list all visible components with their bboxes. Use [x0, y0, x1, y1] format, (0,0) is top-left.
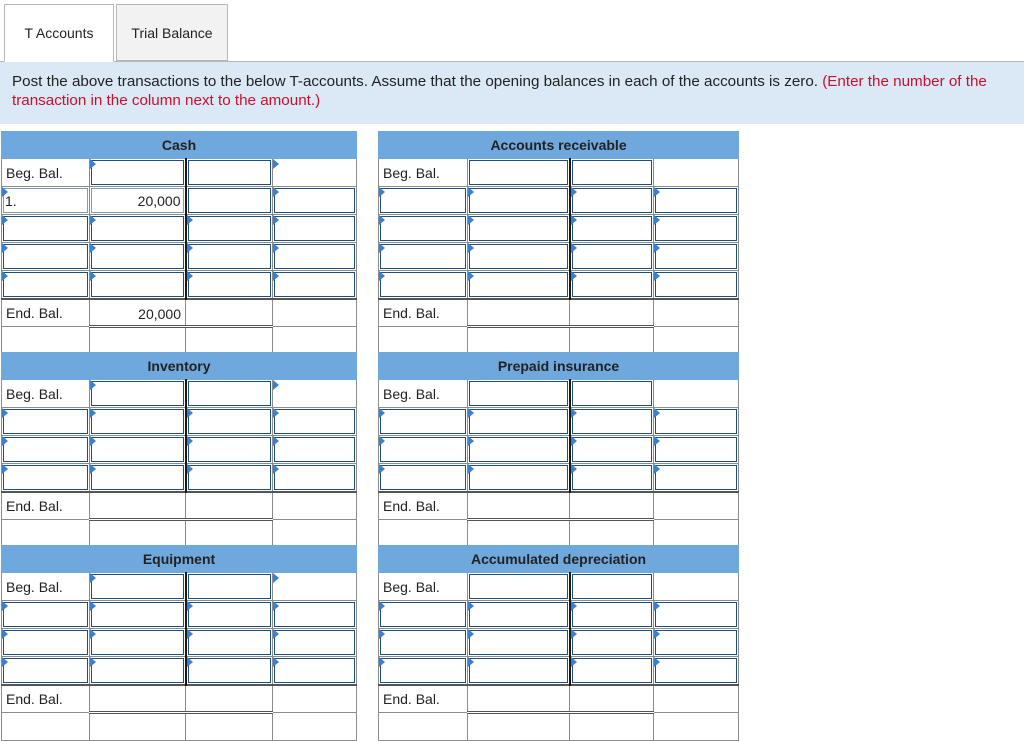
marker-icon — [379, 601, 385, 611]
credit-ref-input[interactable] — [186, 573, 273, 601]
debit-amount-input[interactable] — [90, 464, 186, 492]
end-bal-credit — [186, 685, 273, 713]
credit-ref-input[interactable] — [186, 657, 273, 685]
marker-icon — [571, 243, 577, 253]
credit-ref-input[interactable] — [570, 215, 654, 243]
marker-icon — [90, 657, 96, 667]
credit-ref-input[interactable] — [570, 159, 654, 187]
marker-icon — [187, 436, 193, 446]
debit-amount-input[interactable] — [468, 657, 570, 685]
debit-amount-input[interactable] — [90, 243, 186, 271]
marker-icon — [273, 464, 279, 474]
debit-amount-input[interactable] — [90, 436, 186, 464]
debit-ref-input[interactable] — [379, 601, 468, 629]
t-account-prepaid-insurance — [378, 352, 739, 548]
debit-ref-input[interactable] — [379, 436, 468, 464]
marker-icon — [2, 408, 8, 418]
marker-icon — [2, 243, 8, 253]
marker-icon — [571, 408, 577, 418]
marker-icon — [379, 436, 385, 446]
debit-ref-input[interactable] — [2, 187, 90, 215]
credit-ref-input[interactable] — [570, 601, 654, 629]
spacer-cell — [186, 713, 273, 741]
marker-icon — [273, 573, 279, 583]
credit-amount-input[interactable] — [273, 573, 357, 601]
marker-icon — [571, 601, 577, 611]
spacer-cell — [273, 327, 357, 355]
credit-ref-input[interactable] — [186, 159, 273, 187]
debit-ref-input[interactable] — [2, 271, 90, 299]
tab-bar — [0, 0, 1024, 62]
account-title: Inventory — [2, 353, 357, 380]
marker-icon — [2, 436, 8, 446]
beg-bal-label: Beg. Bal. — [379, 159, 468, 187]
marker-icon — [654, 408, 660, 418]
marker-icon — [654, 215, 660, 225]
end-bal-credit — [186, 299, 273, 327]
marker-icon — [90, 573, 96, 583]
spacer-cell — [90, 520, 186, 548]
marker-icon — [2, 215, 8, 225]
spacer-cell — [2, 713, 90, 741]
credit-amount-input[interactable] — [654, 159, 739, 187]
credit-amount-input[interactable] — [273, 159, 357, 187]
end-bal-debit-value: 20,000 — [138, 305, 181, 322]
marker-icon — [379, 629, 385, 639]
debit-amount-input[interactable] — [90, 657, 186, 685]
end-bal-credit — [570, 492, 654, 520]
marker-icon — [468, 601, 474, 611]
end-bal-credit — [570, 299, 654, 327]
spacer-cell — [654, 520, 739, 548]
marker-icon — [90, 215, 96, 225]
marker-icon — [187, 464, 193, 474]
credit-amount-input[interactable] — [273, 187, 357, 215]
spacer-cell — [570, 713, 654, 741]
debit-ref-input[interactable] — [2, 408, 90, 436]
marker-icon — [187, 629, 193, 639]
marker-icon — [187, 271, 193, 281]
credit-ref-input[interactable] — [186, 187, 273, 215]
spacer-cell — [273, 520, 357, 548]
marker-icon — [273, 629, 279, 639]
marker-icon — [2, 271, 8, 281]
t-account-cash — [1, 131, 357, 355]
credit-amount-input[interactable] — [273, 601, 357, 629]
credit-amount-input[interactable] — [273, 464, 357, 492]
instructions-text: Post the above transactions to the below T-accounts. Assume that the opening balances in each of the accounts is zero. — [12, 73, 818, 90]
credit-amount-input[interactable] — [273, 215, 357, 243]
credit-amount-input[interactable] — [273, 271, 357, 299]
credit-amount-input[interactable] — [273, 657, 357, 685]
marker-icon — [468, 215, 474, 225]
end-bal-label: End. Bal. — [2, 492, 90, 520]
marker-icon — [654, 436, 660, 446]
debit-amount-input[interactable] — [90, 629, 186, 657]
beg-bal-label: Beg. Bal. — [379, 573, 468, 601]
marker-icon — [90, 243, 96, 253]
account-title: Prepaid insurance — [379, 353, 739, 380]
debit-ref-input[interactable] — [379, 629, 468, 657]
spacer-cell — [468, 520, 570, 548]
end-bal-empty — [273, 685, 357, 713]
debit-amount-input[interactable] — [468, 601, 570, 629]
credit-amount-input[interactable] — [273, 243, 357, 271]
marker-icon — [2, 629, 8, 639]
end-bal-debit — [90, 299, 186, 327]
marker-icon — [654, 243, 660, 253]
spacer-cell — [90, 327, 186, 355]
marker-icon — [379, 243, 385, 253]
debit-amount-input[interactable] — [468, 215, 570, 243]
marker-icon — [90, 271, 96, 281]
spacer-cell — [379, 713, 468, 741]
marker-icon — [273, 159, 279, 169]
end-bal-empty — [273, 492, 357, 520]
debit-ref-input[interactable] — [379, 408, 468, 436]
credit-ref-input[interactable] — [570, 573, 654, 601]
marker-icon — [654, 464, 660, 474]
marker-icon — [654, 629, 660, 639]
credit-ref-input[interactable] — [186, 601, 273, 629]
end-bal-label: End. Bal. — [379, 685, 468, 713]
debit-ref-input[interactable] — [2, 436, 90, 464]
beg-bal-label: Beg. Bal. — [2, 380, 90, 408]
credit-ref-input[interactable] — [570, 657, 654, 685]
credit-ref-input[interactable] — [186, 436, 273, 464]
spacer-cell — [570, 520, 654, 548]
marker-icon — [273, 243, 279, 253]
credit-amount-input[interactable] — [273, 629, 357, 657]
marker-icon — [654, 657, 660, 667]
credit-ref-input[interactable] — [186, 215, 273, 243]
credit-ref-input[interactable] — [186, 464, 273, 492]
marker-icon — [379, 657, 385, 667]
debit-ref-input[interactable] — [2, 464, 90, 492]
account-title: Accounts receivable — [379, 132, 739, 159]
end-bal-debit — [468, 492, 570, 520]
debit-amount-input[interactable] — [468, 573, 570, 601]
debit-ref-input[interactable] — [2, 657, 90, 685]
credit-ref-input[interactable] — [570, 380, 654, 408]
credit-ref-input[interactable] — [186, 408, 273, 436]
credit-ref-input[interactable] — [570, 629, 654, 657]
debit-amount-value: 20,000 — [137, 193, 181, 209]
credit-amount-input[interactable] — [654, 271, 739, 299]
spacer-cell — [2, 327, 90, 355]
debit-amount-input[interactable] — [468, 159, 570, 187]
marker-icon — [2, 601, 8, 611]
account-title: Cash — [2, 132, 357, 159]
marker-icon — [90, 601, 96, 611]
marker-icon — [468, 408, 474, 418]
marker-icon — [379, 271, 385, 281]
t-account-accounts-receivable — [378, 131, 739, 355]
debit-amount-input[interactable] — [468, 380, 570, 408]
marker-icon — [187, 408, 193, 418]
marker-icon — [379, 408, 385, 418]
credit-ref-input[interactable] — [186, 271, 273, 299]
spacer-cell — [468, 327, 570, 355]
credit-ref-input[interactable] — [570, 243, 654, 271]
credit-amount-input[interactable] — [654, 243, 739, 271]
spacer-cell — [90, 713, 186, 741]
credit-amount-input[interactable] — [654, 573, 739, 601]
end-bal-label: End. Bal. — [379, 492, 468, 520]
spacer-cell — [468, 713, 570, 741]
marker-icon — [379, 187, 385, 197]
debit-ref-input[interactable] — [2, 601, 90, 629]
marker-icon — [571, 464, 577, 474]
spacer-cell — [570, 327, 654, 355]
marker-icon — [2, 464, 8, 474]
marker-icon — [571, 629, 577, 639]
spacer-cell — [379, 327, 468, 355]
marker-icon — [273, 271, 279, 281]
debit-amount-input[interactable] — [90, 271, 186, 299]
debit-amount-input[interactable] — [468, 271, 570, 299]
end-bal-empty — [273, 299, 357, 327]
marker-icon — [273, 408, 279, 418]
debit-amount-input[interactable] — [90, 408, 186, 436]
marker-icon — [379, 464, 385, 474]
instructions-hint: (Enter the number of the transaction in the column next to the amount.) — [12, 73, 987, 109]
marker-icon — [468, 187, 474, 197]
marker-icon — [90, 159, 96, 169]
debit-ref-input[interactable] — [2, 629, 90, 657]
credit-amount-input[interactable] — [654, 408, 739, 436]
debit-amount-input[interactable] — [468, 436, 570, 464]
tab-t-accounts[interactable]: T Accounts — [4, 4, 114, 62]
t-account-equipment — [1, 545, 357, 741]
marker-icon — [90, 380, 96, 390]
end-bal-label: End. Bal. — [379, 299, 468, 327]
credit-amount-input[interactable] — [654, 215, 739, 243]
marker-icon — [187, 657, 193, 667]
debit-ref-input[interactable] — [379, 271, 468, 299]
debit-amount-input[interactable] — [468, 408, 570, 436]
end-bal-debit — [468, 685, 570, 713]
debit-ref-input[interactable] — [379, 464, 468, 492]
instructions-banner — [0, 62, 1024, 124]
credit-amount-input[interactable] — [654, 629, 739, 657]
spacer-cell — [379, 520, 468, 548]
marker-icon — [273, 215, 279, 225]
credit-amount-input[interactable] — [654, 657, 739, 685]
account-title: Accumulated depreciation — [379, 546, 739, 573]
marker-icon — [90, 464, 96, 474]
marker-icon — [468, 436, 474, 446]
beg-bal-label: Beg. Bal. — [379, 380, 468, 408]
credit-ref-input[interactable] — [186, 380, 273, 408]
marker-icon — [90, 408, 96, 418]
debit-amount-input[interactable] — [468, 243, 570, 271]
marker-icon — [654, 187, 660, 197]
t-account-inventory — [1, 352, 357, 548]
spacer-cell — [273, 713, 357, 741]
end-bal-empty — [654, 299, 739, 327]
marker-icon — [571, 187, 577, 197]
spacer-cell — [654, 713, 739, 741]
marker-icon — [468, 271, 474, 281]
marker-icon — [273, 436, 279, 446]
credit-amount-input[interactable] — [273, 408, 357, 436]
debit-amount-input[interactable] — [90, 187, 186, 215]
marker-icon — [468, 657, 474, 667]
account-title: Equipment — [2, 546, 357, 573]
credit-ref-input[interactable] — [186, 243, 273, 271]
debit-amount-input[interactable] — [90, 380, 186, 408]
debit-ref-input[interactable] — [379, 243, 468, 271]
credit-amount-input[interactable] — [654, 601, 739, 629]
debit-ref-input[interactable] — [379, 657, 468, 685]
marker-icon — [654, 601, 660, 611]
debit-ref-input[interactable] — [2, 215, 90, 243]
marker-icon — [273, 380, 279, 390]
credit-ref-input[interactable] — [570, 271, 654, 299]
debit-ref-input[interactable] — [379, 187, 468, 215]
marker-icon — [379, 215, 385, 225]
debit-amount-input[interactable] — [90, 573, 186, 601]
marker-icon — [571, 271, 577, 281]
spacer-cell — [2, 520, 90, 548]
marker-icon — [187, 601, 193, 611]
credit-amount-input[interactable] — [654, 464, 739, 492]
end-bal-debit — [468, 299, 570, 327]
marker-icon — [273, 187, 279, 197]
credit-amount-input[interactable] — [654, 187, 739, 215]
marker-icon — [187, 215, 193, 225]
spacer-cell — [186, 327, 273, 355]
marker-icon — [187, 243, 193, 253]
credit-amount-input[interactable] — [273, 436, 357, 464]
marker-icon — [468, 629, 474, 639]
marker-icon — [273, 601, 279, 611]
debit-ref-value: 1. — [5, 193, 17, 209]
marker-icon — [273, 657, 279, 667]
marker-icon — [571, 657, 577, 667]
tab-trial-balance[interactable]: Trial Balance — [116, 4, 228, 61]
t-account-accumulated-depreciation — [378, 545, 739, 741]
debit-amount-input[interactable] — [468, 187, 570, 215]
debit-ref-input[interactable] — [2, 243, 90, 271]
end-bal-debit — [90, 685, 186, 713]
debit-ref-input[interactable] — [379, 215, 468, 243]
marker-icon — [90, 436, 96, 446]
marker-icon — [571, 215, 577, 225]
credit-amount-input[interactable] — [273, 380, 357, 408]
debit-amount-input[interactable] — [468, 629, 570, 657]
credit-ref-input[interactable] — [570, 464, 654, 492]
marker-icon — [2, 657, 8, 667]
debit-amount-input[interactable] — [90, 601, 186, 629]
debit-amount-input[interactable] — [90, 159, 186, 187]
beg-bal-label: Beg. Bal. — [2, 159, 90, 187]
spacer-cell — [654, 327, 739, 355]
marker-icon — [654, 271, 660, 281]
spacer-cell — [186, 520, 273, 548]
end-bal-empty — [654, 685, 739, 713]
credit-ref-input[interactable] — [570, 408, 654, 436]
end-bal-debit — [90, 492, 186, 520]
end-bal-label: End. Bal. — [2, 299, 90, 327]
credit-amount-input[interactable] — [654, 380, 739, 408]
debit-amount-input[interactable] — [468, 464, 570, 492]
marker-icon — [90, 629, 96, 639]
end-bal-label: End. Bal. — [2, 685, 90, 713]
beg-bal-label: Beg. Bal. — [2, 573, 90, 601]
credit-amount-input[interactable] — [654, 436, 739, 464]
debit-amount-input[interactable] — [90, 215, 186, 243]
credit-ref-input[interactable] — [570, 436, 654, 464]
marker-icon — [571, 436, 577, 446]
end-bal-credit — [186, 492, 273, 520]
credit-ref-input[interactable] — [186, 629, 273, 657]
end-bal-empty — [654, 492, 739, 520]
credit-ref-input[interactable] — [570, 187, 654, 215]
end-bal-credit — [570, 685, 654, 713]
marker-icon — [468, 464, 474, 474]
marker-icon — [468, 243, 474, 253]
